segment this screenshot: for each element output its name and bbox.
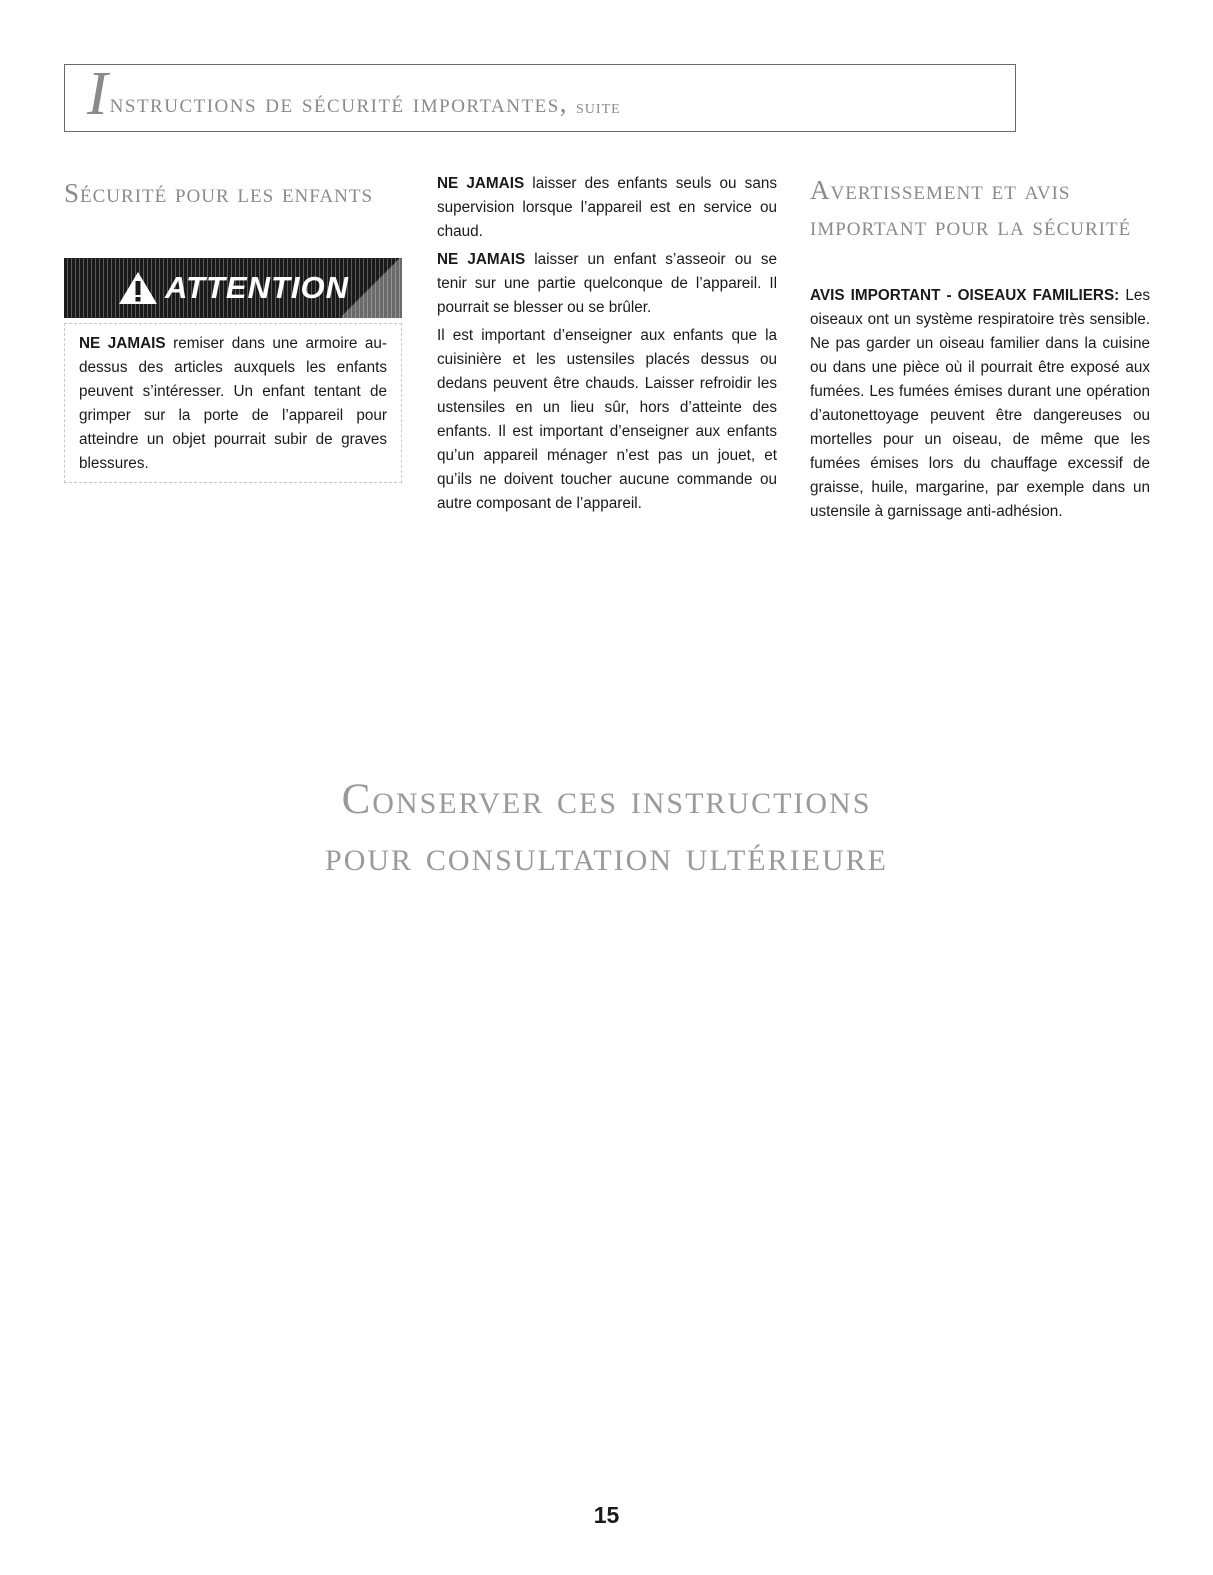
right-column <box>810 284 1150 524</box>
warning-notice-heading: Avertissement et avis important pour la sécurité <box>810 175 1132 241</box>
paragraph-supervision <box>437 172 777 244</box>
warning-paragraph <box>79 332 387 476</box>
middle-column <box>437 172 777 520</box>
child-safety-heading: Sécurité pour les enfants <box>64 178 374 208</box>
pet-bird-notice <box>810 284 1150 524</box>
paragraph-teaching: Il est important d’enseigner aux enfants que la cuisinière et les ustensiles placés dessus ou dedans peuvent être chauds. Laisser refroidir les ustensiles en un lieu sûr, hors d’atteinte des enfants. Il est important d’enseigner aux enfants qu’un appareil ménager n’est pas un jouet, et qu’ils ne doivent toucher aucune commande ou autre composant de l’appareil. <box>437 327 777 512</box>
paragraph-climbing <box>437 248 777 320</box>
page-title-box <box>64 60 1016 132</box>
save-instructions-line1: Conserver ces instructions <box>341 776 872 823</box>
notice-bold: AVIS IMPORTANT - OISEAUX FAMILIERS: <box>810 287 1120 304</box>
warning-bold: NE JAMAIS <box>79 335 166 352</box>
warning-text: remiser dans une armoire au-dessus des articles auxquels les enfants peuvent s’intéresser. Un enfant tentant de grimper sur la porte de l’appareil pour atteindre un objet pourrait subir de graves blessures. <box>79 335 388 472</box>
warning-box <box>64 323 402 483</box>
paragraph-text: laisser des enfants seuls ou sans supervision lorsque l’appareil est en service ou chaud. <box>437 175 777 240</box>
save-instructions-line2: pour consultation ultérieure <box>325 833 888 880</box>
paragraph-bold: NE JAMAIS <box>437 175 525 192</box>
attention-banner <box>64 258 402 318</box>
notice-text: Les oiseaux ont un système respiratoire très sensible. Ne pas garder un oiseau familier dans la cuisine ou dans une pièce où il pourrait être exposé aux fumées. Les fumées émises durant une opération d’autonettoyage peuvent être dangereuses ou mortelles pour un oiseau, de même que les fumées émises lors du chauffage excessif de graisse, huile, margarine, par exemple dans un ustensile à garnissage anti-adhésion. <box>810 287 1150 520</box>
attention-label: ATTENTION <box>164 270 350 305</box>
page-title: nstructions de sécurité importantes, <box>109 88 569 118</box>
title-suite: suite <box>576 96 621 118</box>
page-number: 15 <box>593 1502 620 1528</box>
warning-triangle-icon <box>117 270 159 306</box>
title-initial: I <box>87 60 108 128</box>
paragraph-text: laisser un enfant s’asseoir ou se tenir sur une partie quelconque de l’appareil. Il pourrait se blesser ou se brûler. <box>437 251 778 316</box>
paragraph-bold: NE JAMAIS <box>437 251 526 268</box>
